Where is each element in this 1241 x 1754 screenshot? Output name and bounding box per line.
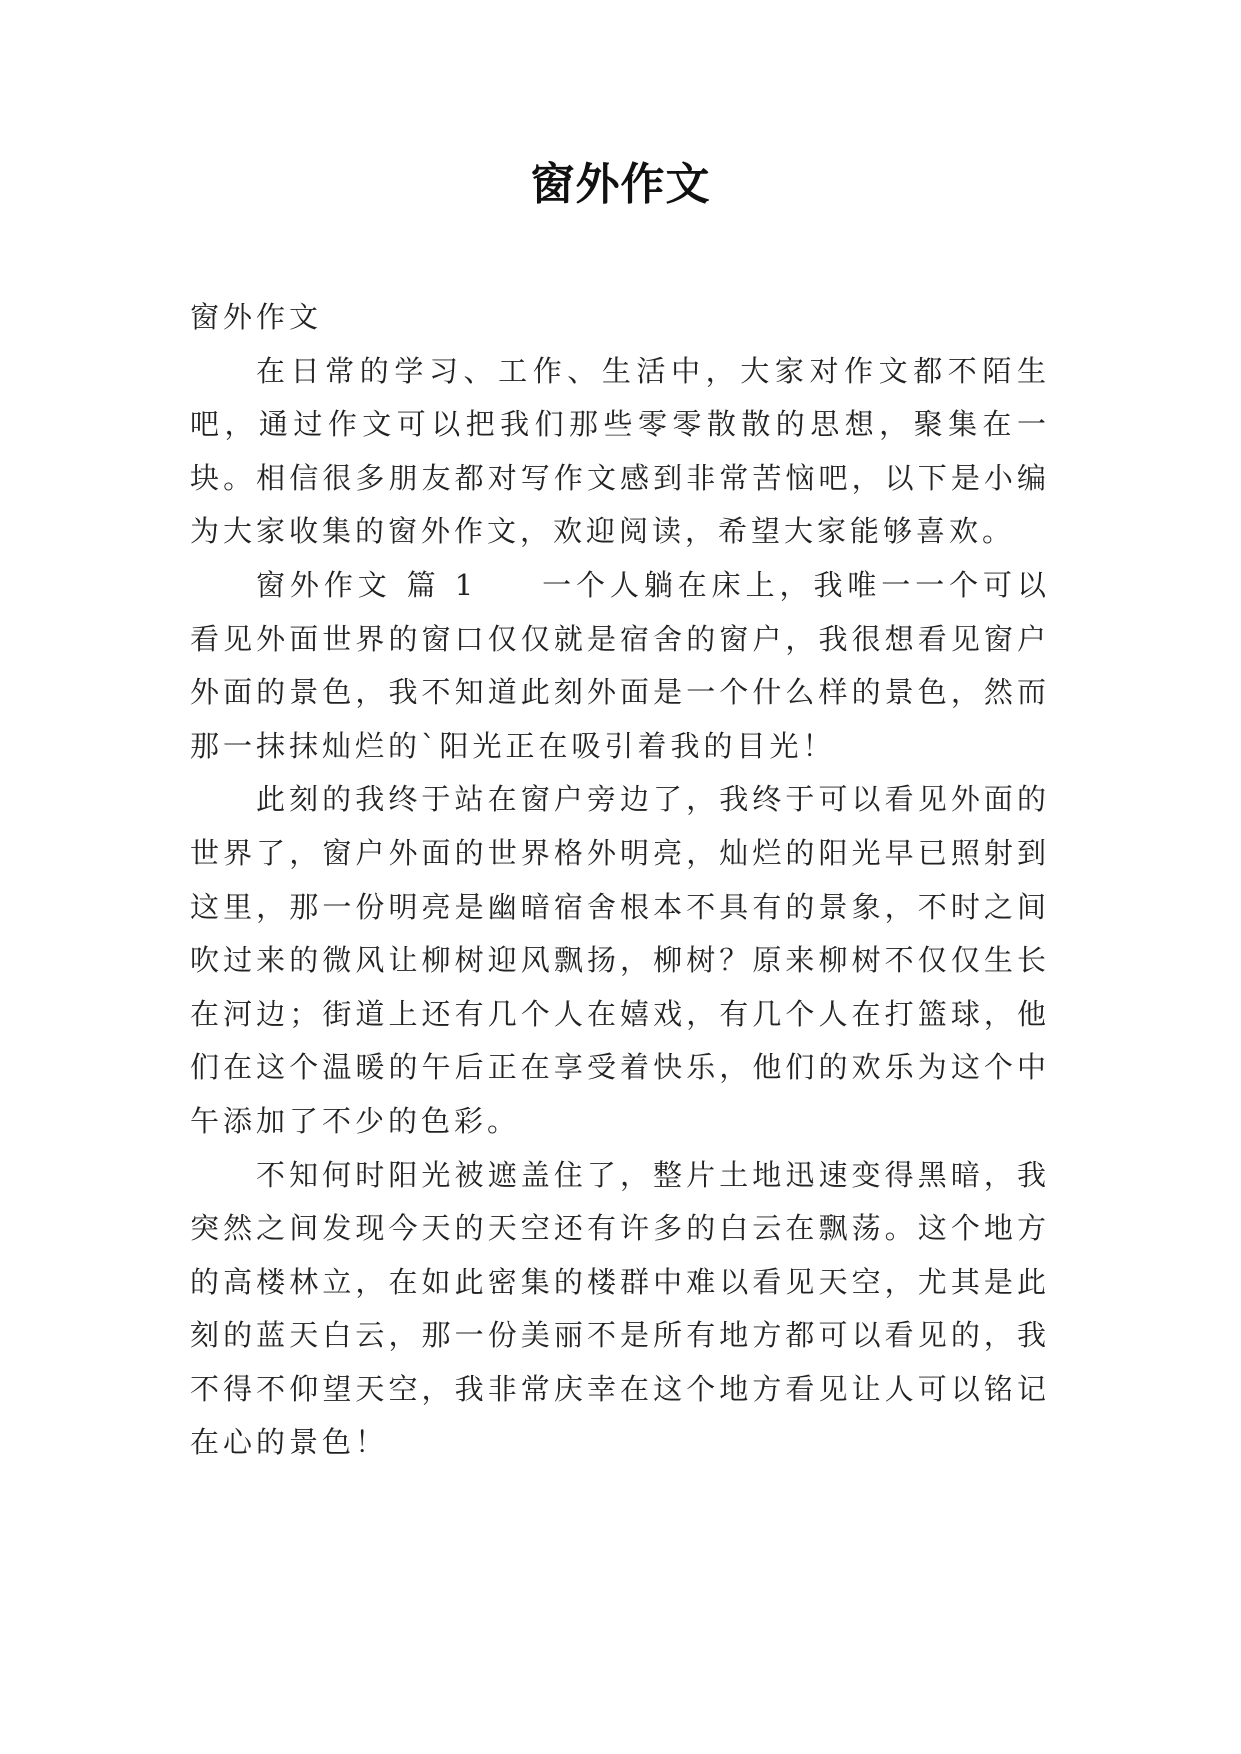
page-title: 窗外作文	[530, 159, 711, 210]
essay-paragraph-2: 此刻的我终于站在窗户旁边了，我终于可以看见外面的世界了，窗户外面的世界格外明亮，灿烂的阳光早已照射到这里，那一份明亮是幽暗宿舍根本不具有的景象，不时之间吹过来的微风让柳树迎风飘扬，柳树？原来柳树不仅仅生长在河边；街道上还有几个人在嬉戏，有几个人在打篮球，他们在这个温暖的午后正在享受着快乐，他们的欢乐为这个中午添加了不少的色彩。	[190, 782, 1050, 1138]
essay-paragraph-1	[190, 559, 1050, 773]
essay-title: 窗外作文	[256, 567, 392, 602]
intro-paragraph: 在日常的学习、工作、生活中，大家对作文都不陌生吧，通过作文可以把我们那些零零散散的思想，聚集在一块。相信很多朋友都对写作文感到非常苦恼吧，以下是小编为大家收集的窗外作文，欢迎阅读，希望大家能够喜欢。	[190, 353, 1050, 549]
essay-paragraph-3: 不知何时阳光被遮盖住了，整片土地迅速变得黑暗，我突然之间发现今天的天空还有许多的白云在飘荡。这个地方的高楼林立，在如此密集的楼群中难以看见天空，尤其是此刻的蓝天白云，那一份美丽不是所有地方都可以看见的，我不得不仰望天空，我非常庆幸在这个地方看见让人可以铭记在心的景色！	[190, 1157, 1050, 1460]
essay-paragraph-1-text: 一个人躺在床上，我唯一一个可以看见外面世界的窗口仅仅就是宿舍的窗户，我很想看见窗户外面的景色，我不知道此刻外面是一个什么样的景色，然而那一抹抹灿烂的`阳光正在吸引着我的目光！	[190, 567, 1050, 763]
document-subtitle: 窗外作文	[190, 300, 323, 334]
essay-number: 篇 1	[405, 567, 478, 602]
document-body	[190, 291, 1050, 1470]
